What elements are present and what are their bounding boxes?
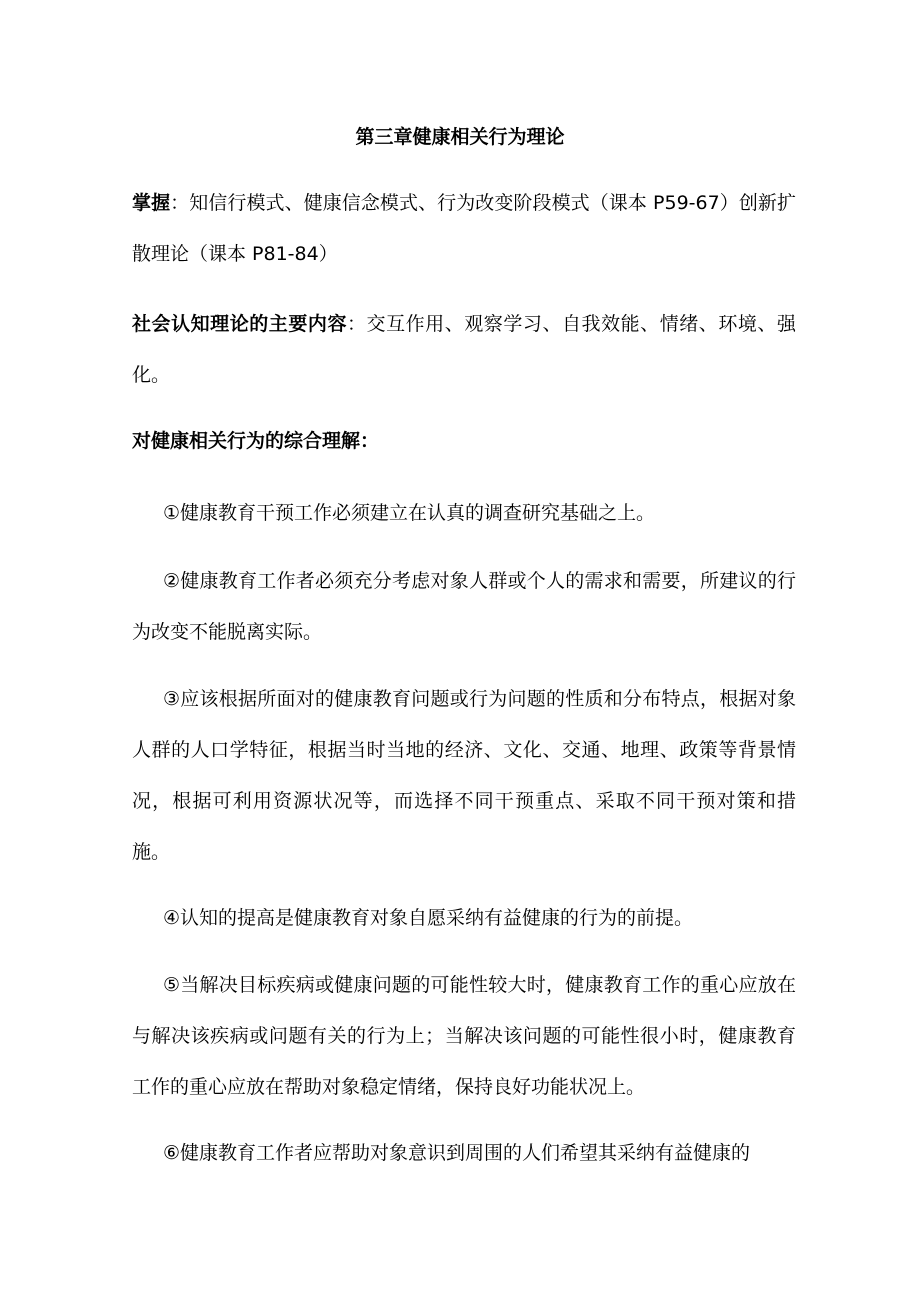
social-cognitive-label: 社会认知理论的主要内容 <box>132 313 347 335</box>
mastery-text: ：知信行模式、健康信念模式、行为改变阶段模式（课本 P59-67）创新扩散理论（课本 P81-84） <box>132 192 796 265</box>
social-cognitive-text: ：交互作用、观察学习、自我效能、情绪、环境、强化。 <box>132 313 796 386</box>
list-item: ④认知的提高是健康教育对象自愿采纳有益健康的行为的前提。 <box>163 907 694 929</box>
list-item: ①健康教育干预工作必须建立在认真的调查研究基础之上。 <box>163 502 656 524</box>
list-item: ②健康教育工作者必须充分考虑对象人群或个人的需求和需要，所建议的行为改变不能脱离实际。 <box>132 570 796 643</box>
social-cognitive-paragraph <box>132 299 796 401</box>
mastery-label: 掌握 <box>132 192 171 214</box>
chapter-title: 第三章健康相关行为理论 <box>355 126 565 148</box>
mastery-paragraph <box>132 178 796 280</box>
list-item: ⑤当解决目标疾病或健康问题的可能性较大时，健康教育工作的重心应放在与解决该疾病或问题有关的行为上；当解决该问题的可能性很小时，健康教育工作的重心应放在帮助对象稳定情绪，保持良好功能状况上。 <box>132 974 796 1098</box>
comprehensive-heading: 对健康相关行为的综合理解： <box>132 430 380 452</box>
list-item: ⑥健康教育工作者应帮助对象意识到周围的人们希望其采纳有益健康的 <box>163 1142 751 1164</box>
list-item: ③应该根据所面对的健康教育问题或行为问题的性质和分布特点，根据对象人群的人口学特征，根据当时当地的经济、文化、交通、地理、政策等背景情况，根据可利用资源状况等，而选择不同干预重点、采取不同干预对策和措施。 <box>132 688 796 863</box>
